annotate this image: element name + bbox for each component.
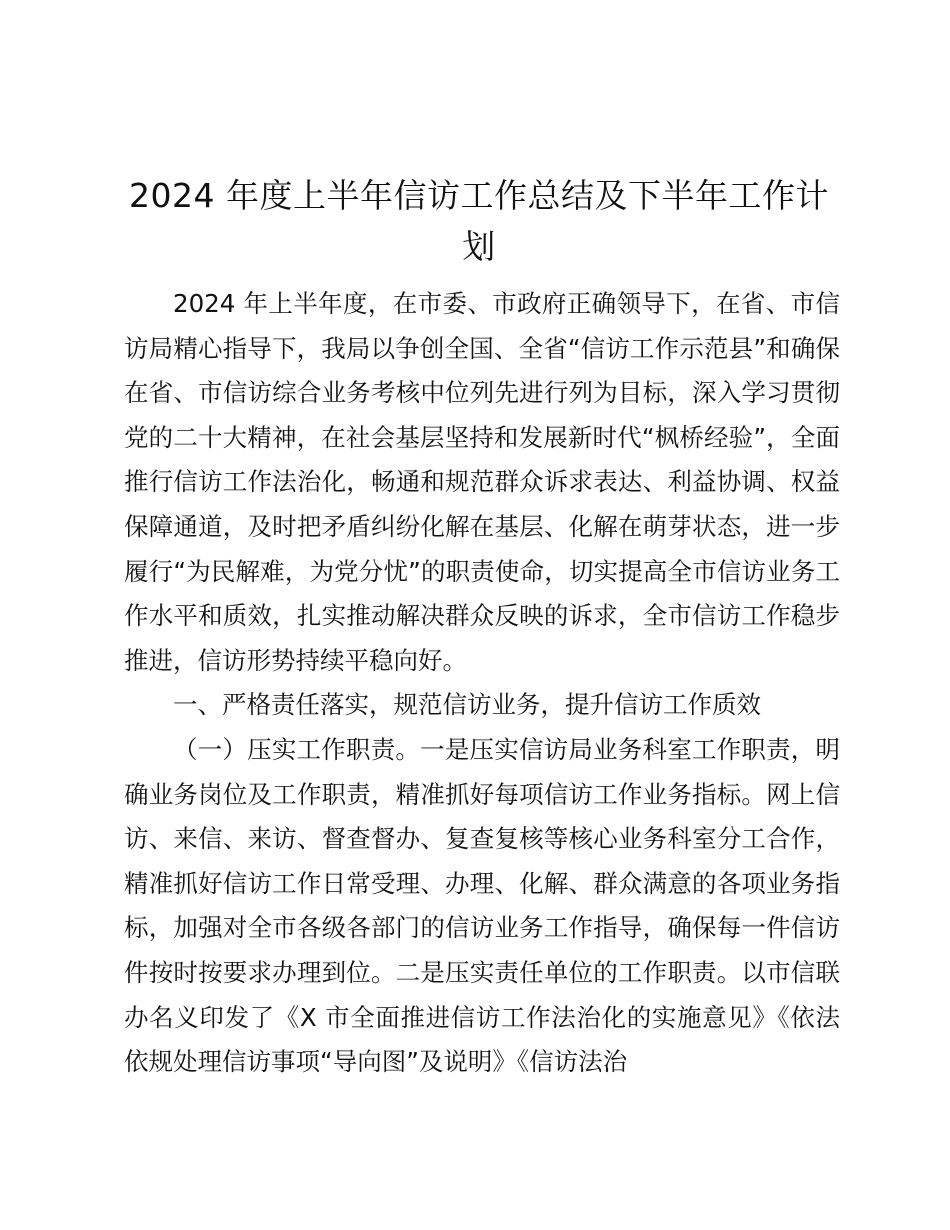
document-body: [124, 282, 840, 1085]
document-title: 2024 年度上半年信访工作总结及下半年工作计划: [129, 176, 829, 266]
paragraph-intro: 2024 年上半年度，在市委、市政府正确领导下，在省、市信访局精心指导下，我局以争创全国、全省“信访工作示范县”和确保在省、市信访综合业务考核中位列先进行列为目标，深入学习贯彻党的二十大精神，在社会基层坚持和发展新时代“枫桥经验”，全面推行信访工作法治化，畅通和规范群众诉求表达、利益协调、权益保障通道，及时把矛盾纠纷化解在基层、化解在萌芽状态，进一步履行“为民解难，为党分忧”的职责使命，切实提高全市信访业务工作水平和质效，扎实推动解决群众反映的诉求，全市信访工作稳步推进，信访形势持续平稳向好。: [124, 289, 840, 675]
section-heading: 一、严格责任落实，规范信访业务，提升信访工作质效: [173, 690, 761, 720]
paragraph-subsection: （一）压实工作职责。一是压实信访局业务科室工作职责，明确业务岗位及工作职责，精准抓好每项信访工作业务指标。网上信访、来信、来访、督查督办、复查复核等核心业务科室分工合作，精准抓好信访工作日常受理、办理、化解、群众满意的各项业务指标，加强对全市各级各部门的信访业务工作指导，确保每一件信访件按时按要求办理到位。二是压实责任单位的工作职责。以市信联办名义印发了《X 市全面推进信访工作法治化的实施意见》《依法依规处理信访事项“导向图”及说明》《信访法治: [124, 734, 840, 1077]
